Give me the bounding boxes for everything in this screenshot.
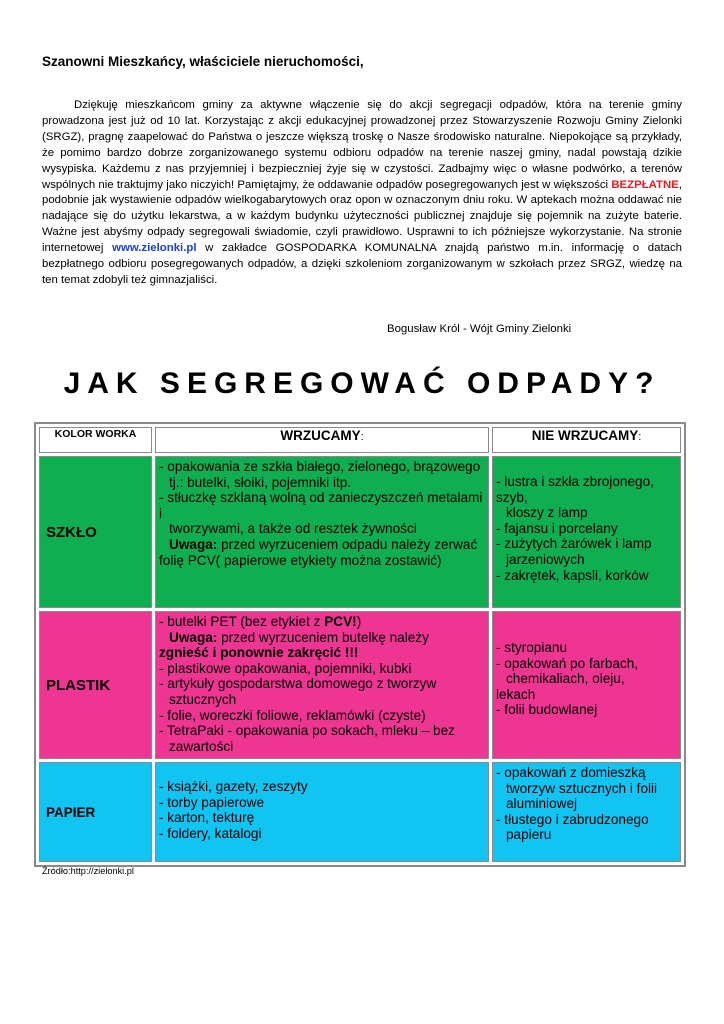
plastic-not-item: - folii budowlanej (496, 702, 598, 718)
letter-signature: Bogusław Król - Wójt Gminy Zielonki (387, 323, 572, 335)
plastic-pcv: PCV! (324, 614, 357, 629)
paper-label: PAPIER (39, 762, 152, 862)
table-header-row (39, 427, 681, 453)
paper-allowed-item: - foldery, katalogi (159, 825, 262, 841)
plastic-allowed (155, 611, 489, 759)
plastic-not-allowed (492, 611, 681, 759)
glass-not-item: - zużytych żarówek i lamp (496, 536, 652, 552)
plastic-not-item: chemikaliach, oleju, (506, 671, 625, 687)
page-title: JAK SEGREGOWAĆ ODPADY? (63, 367, 661, 400)
plastic-label: PLASTIK (39, 611, 152, 759)
plastic-crush-note: zgnieść i ponownie zakręcić !!! (159, 645, 359, 661)
glass-allowed-item: tworzywami, a także od resztek żywności (169, 521, 417, 537)
plastic-not-item: - styropianu (496, 640, 568, 655)
paper-allowed-item: - książki, gazety, zeszyty (159, 779, 308, 794)
table-row-plastic (39, 611, 681, 759)
glass-warning-text: przed wyrzuceniem odpadu należy zerwać folię PCV( papierowe etykiety można zostawić) (159, 536, 478, 568)
glass-allowed-item: - stłuczkę szklaną wolną od zanieczyszczeń metalami i (159, 490, 483, 521)
letter-body (42, 98, 682, 289)
source-note: Źródło:http://zielonki.pl (42, 866, 134, 876)
plastic-pet-close: ) (356, 614, 362, 629)
plastic-allowed-item (159, 614, 484, 630)
header-not-allowed-colon: : (638, 431, 642, 443)
paper-not-item: aluminiowej (506, 796, 578, 812)
plastic-allowed-item: - artykuły gospodarstwa domowego z tworzyw (159, 676, 437, 692)
free-emphasis: BEZPŁATNE (611, 178, 679, 191)
plastic-pet-text: - butelki PET (bez etykiet z (159, 614, 325, 629)
plastic-allowed-item: - plastikowe opakowania, pojemniki, kubki (159, 660, 412, 676)
plastic-warning-label: Uwaga: (169, 629, 218, 645)
header-not-allowed (492, 427, 681, 453)
plastic-allowed-item: zawartości (169, 738, 234, 754)
plastic-warning-text: przed wyrzuceniem butelkę należy (217, 629, 429, 645)
paper-allowed (155, 762, 489, 862)
glass-label: SZKŁO (39, 456, 152, 608)
waste-sorting-table (34, 422, 686, 867)
glass-not-item: kloszy z lamp (506, 505, 588, 521)
glass-not-item: - fajansu i porcelany (496, 520, 618, 536)
paper-not-allowed (492, 762, 681, 862)
glass-not-item: - zakrętek, kapsli, korków (496, 567, 649, 583)
glass-not-allowed (492, 456, 681, 608)
letter-greeting: Szanowni Mieszkańcy, właściciele nieruchomości, (42, 54, 364, 69)
letter-text-1: Dziękuję mieszkańcom gminy za aktywne włączenie się do akcji segregacji odpadów, która na terenie gminy prowadzona jest już od 10 lat. Korzystając z akcji edukacyjnej prowadzonej przez Stowarzyszenie Rozwoju Gminy Zielonki (SRGZ), pragnę zaapelować do Państwa o jeszcze większą troskę o Nasze środowisko naturalne. Niepokojące są przykłady, że pomimo bardzo dobrze zorganizowanego systemu odbioru odpadów na terenie naszej gminy, nadal powstają dzikie wysypiska. Każdemu z nas przyjemniej i bezpieczniej żyje się w czystości. Zadbajmy więc o własne podwórko, a terenów wspólnych nie traktujmy jako niczyich! Pamiętajmy, że oddawanie odpadów posegregowanych jest w większości (42, 99, 682, 191)
glass-warning-label: Uwaga: (169, 536, 218, 552)
table-row-paper (39, 762, 681, 862)
header-allowed-colon: : (360, 431, 364, 443)
plastic-allowed-item: - folie, woreczki foliowe, reklamówki (czyste) (159, 707, 426, 723)
glass-allowed (155, 456, 489, 608)
website-link[interactable]: www.zielonki.pl (112, 242, 197, 255)
header-bag-color: KOLOR WORKA (39, 427, 152, 453)
plastic-warning (159, 630, 484, 646)
glass-not-item: jarzeniowych (506, 551, 585, 567)
letter-text-3: w zakładce GOSPODARKA KOMUNALNA znajdą państwo m.in. informację o datach bezpłatnego odbioru posegregowanych odpadów, a dzięki szkoleniom zorganizowanym w szkołach przez SRGZ, wiedzę na ten temat zdobyli też gimnazjaliści. (42, 242, 682, 286)
header-allowed-label: WRZUCAMY (280, 428, 361, 443)
paper-not-item: - tłustego i zabrudzonego (496, 811, 649, 827)
plastic-not-item: - opakowań po farbach, (496, 655, 639, 671)
paper-not-item: papieru (506, 827, 552, 843)
paper-not-item: tworzyw sztucznych i folii (506, 780, 658, 796)
plastic-not-item: lekach (496, 686, 536, 702)
letter-text-2: , podobnie jak wystawienie odpadów wielkogabarytowych oraz opon w oznaczonym dniu roku. W aptekach można oddawać nie nadające się do użytku lekarstwa, a w każdym budynku użyteczności publicznej znajduje się pojemnik na zużyte baterie. Ważne jest abyśmy odpady segregowali świadomie, czyli prawidłowo. Usprawni to ich późniejsze wykorzystanie. Na stronie internetowej (42, 178, 682, 255)
paper-allowed-item: - karton, tekturę (159, 810, 255, 826)
glass-not-item: - lustra i szkła zbrojonego, szyb, (496, 474, 654, 505)
paper-not-item: - opakowań z domieszką (496, 765, 646, 780)
glass-allowed-item: - opakowania ze szkła białego, zielonego, brązowego (159, 459, 481, 474)
glass-allowed-item: tj.: butelki, słoiki, pojemniki itp. (169, 474, 352, 490)
glass-warning (159, 537, 484, 568)
header-not-allowed-label: NIE WRZUCAMY (531, 428, 639, 443)
table-row-glass (39, 456, 681, 608)
plastic-allowed-item: sztucznych (169, 691, 237, 707)
header-allowed (155, 427, 489, 453)
plastic-allowed-item: - TetraPaki - opakowania po sokach, mleku – bez (159, 723, 455, 739)
paper-allowed-item: - torby papierowe (159, 794, 265, 810)
